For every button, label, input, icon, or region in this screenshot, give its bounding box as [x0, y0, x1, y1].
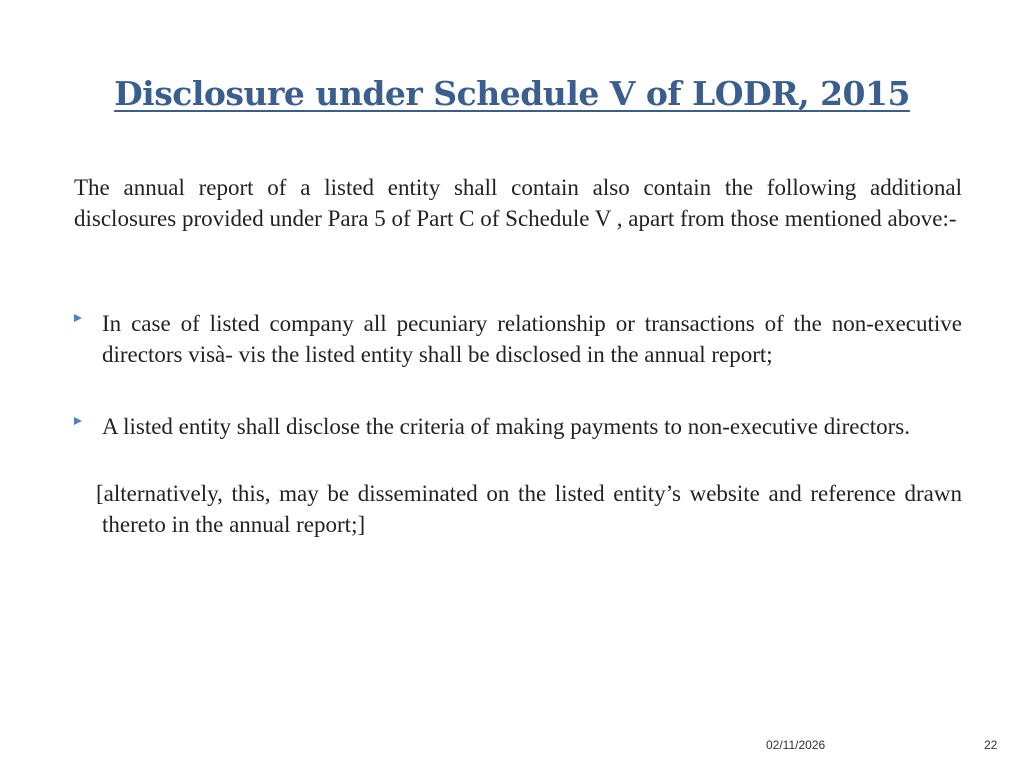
bullet-arrow-icon — [74, 417, 82, 425]
bullet-text: In case of listed company all pecuniary relationship or transactions of the non-executive directors visà- vis the listed entity shall be disclosed in the annual report; — [102, 311, 962, 367]
alternative-note: [alternatively, this, may be disseminated on the listed entity’s website and reference drawn thereto in the annual report;] — [96, 481, 962, 537]
bullet-text: A listed entity shall disclose the criteria of making payments to non-executive directors. — [102, 414, 910, 439]
page-number: 22 — [984, 738, 998, 752]
bullet-arrow-icon — [74, 314, 82, 322]
footer-date: 02/11/2026 — [766, 738, 826, 752]
slide-title: Disclosure under Schedule V of LODR, 2015 — [114, 74, 910, 113]
intro-paragraph: The annual report of a listed entity shall contain also contain the following additional disclosures provided under Para 5 of Part C of Schedule V , apart from those mentioned above:- — [74, 175, 962, 231]
